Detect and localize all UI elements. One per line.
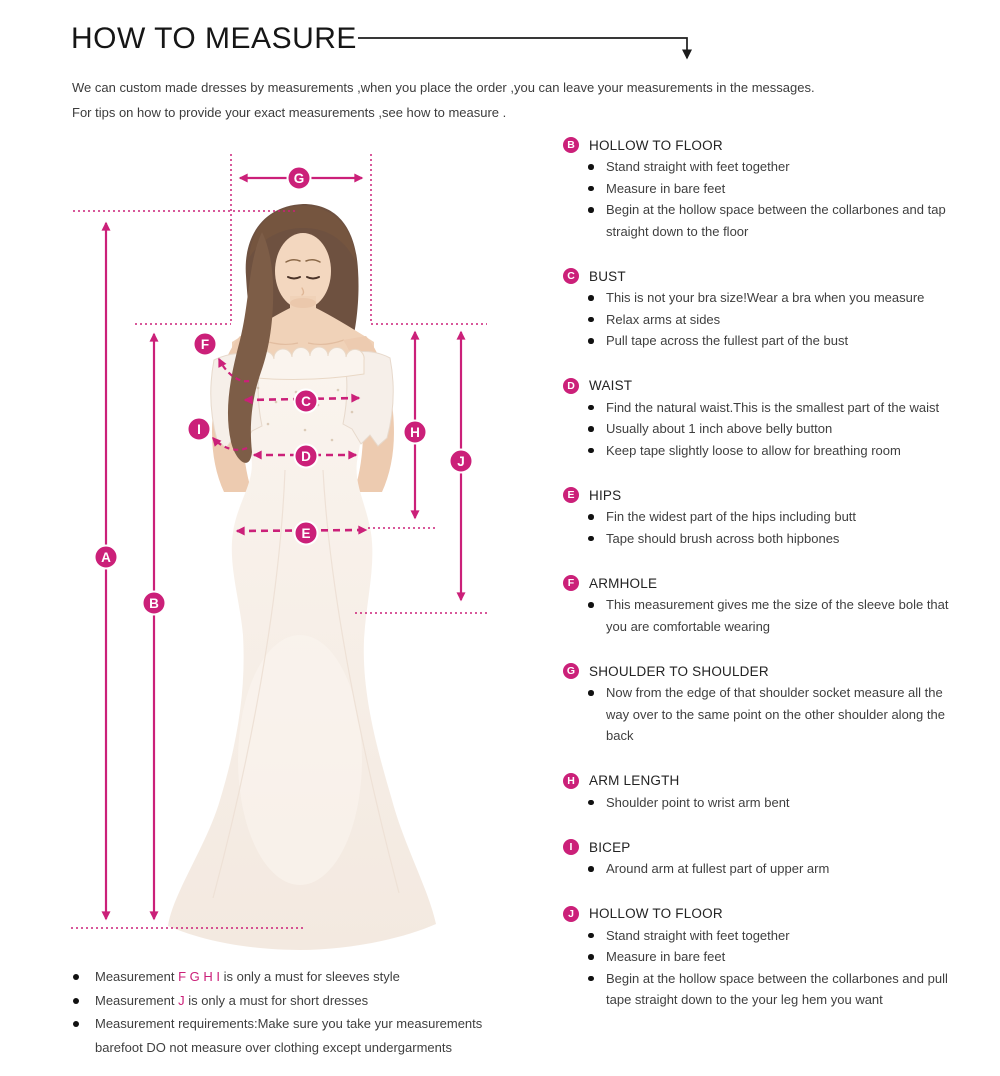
intro-line-1: We can custom made dresses by measurements ,when you place the order ,you can leave your measurements in the messages. bbox=[72, 80, 815, 95]
diagram-badge-letter: I bbox=[197, 421, 201, 437]
section-bullets bbox=[563, 506, 967, 549]
page-title: HOW TO MEASURE bbox=[71, 22, 357, 55]
bullet-item: Find the natural waist.This is the smallest part of the waist bbox=[586, 397, 958, 419]
diagram-badge-letter: C bbox=[301, 393, 311, 409]
bullet-item: Fin the widest part of the hips including butt bbox=[586, 506, 958, 528]
measurement-section bbox=[563, 836, 967, 880]
section-heading: BICEP bbox=[589, 839, 631, 855]
bullet-item: Tape should brush across both hipbones bbox=[586, 528, 958, 550]
section-header bbox=[563, 660, 967, 682]
bullet-item: Stand straight with feet together bbox=[586, 925, 958, 947]
note-item bbox=[72, 1012, 487, 1059]
section-bullets bbox=[563, 287, 967, 352]
note-item bbox=[72, 965, 487, 989]
note-text: is only a must for sleeves style bbox=[219, 969, 400, 984]
section-heading: HIPS bbox=[589, 487, 622, 503]
diagram-badge-letter: G bbox=[293, 170, 305, 186]
bullet-item: Around arm at fullest part of upper arm bbox=[586, 858, 958, 880]
section-header bbox=[563, 836, 967, 858]
letter-badge: E bbox=[563, 487, 579, 503]
section-header bbox=[563, 265, 967, 287]
bullet-item: This measurement gives me the size of the sleeve bole that you are comfortable wearing bbox=[586, 594, 958, 637]
section-heading: BUST bbox=[589, 268, 626, 284]
bullet-item: Relax arms at sides bbox=[586, 309, 958, 331]
diagram-badge-letter: F bbox=[200, 336, 210, 352]
section-bullets bbox=[563, 682, 967, 747]
measurement-section bbox=[563, 660, 967, 747]
letter-badge: F bbox=[563, 575, 579, 591]
section-header bbox=[563, 770, 967, 792]
note-text: Measurement bbox=[95, 992, 179, 1008]
letter-badge: C bbox=[563, 268, 579, 284]
measurement-section bbox=[563, 265, 967, 352]
bullet-item: Begin at the hollow space between the collarbones and pull tape straight down to the your leg hem you want bbox=[586, 968, 958, 1011]
section-heading: HOLLOW TO FLOOR bbox=[589, 137, 723, 153]
section-header bbox=[563, 375, 967, 397]
title-pointer-arrow bbox=[358, 38, 687, 58]
measurement-section bbox=[563, 770, 967, 814]
diagram-badge-letter: H bbox=[410, 424, 420, 440]
note-text: is only a must for short dresses bbox=[184, 992, 369, 1008]
note-item bbox=[72, 989, 487, 1013]
letter-badge: H bbox=[563, 773, 579, 789]
measurement-section bbox=[563, 572, 967, 637]
section-bullets bbox=[563, 792, 967, 814]
note-text: Measurement bbox=[95, 969, 179, 984]
letter-badge: G bbox=[563, 663, 579, 679]
bullet-item: Begin at the hollow space between the collarbones and tap straight down to the floor bbox=[586, 199, 958, 242]
bullet-item: Usually about 1 inch above belly button bbox=[586, 418, 958, 440]
letter-badge: B bbox=[563, 137, 579, 153]
intro-line-2: For tips on how to provide your exact measurements ,see how to measure . bbox=[72, 104, 507, 120]
measurement-sections bbox=[563, 134, 967, 1034]
diagram-badge-letter: J bbox=[457, 453, 465, 469]
bullet-item: Pull tape across the fullest part of the bust bbox=[586, 330, 958, 352]
section-bullets bbox=[563, 397, 967, 462]
section-header bbox=[563, 572, 967, 594]
bullet-item: Stand straight with feet together bbox=[586, 156, 958, 178]
bullet-item: Keep tape slightly loose to allow for breathing room bbox=[586, 440, 958, 462]
section-heading: HOLLOW TO FLOOR bbox=[589, 906, 723, 921]
model-figure bbox=[168, 204, 436, 950]
section-bullets bbox=[563, 925, 967, 1011]
letter-badge: I bbox=[563, 839, 579, 855]
letter-badge: J bbox=[563, 906, 579, 922]
measurement-section bbox=[563, 134, 967, 242]
measurement-section bbox=[563, 375, 967, 462]
measurement-section bbox=[563, 903, 967, 1011]
section-header bbox=[563, 903, 967, 925]
note-text: Measurement requirements:Make sure you take yur measurements barefoot DO not measure over clothing except undergarments bbox=[95, 1016, 483, 1055]
diagram-badge-letter: B bbox=[149, 595, 159, 611]
bullet-item: Measure in bare feet bbox=[586, 178, 958, 200]
section-header bbox=[563, 484, 967, 506]
section-heading: SHOULDER TO SHOULDER bbox=[589, 663, 769, 679]
section-heading: ARM LENGTH bbox=[589, 773, 680, 788]
section-bullets bbox=[563, 858, 967, 880]
diagram-badge-letter: A bbox=[101, 549, 111, 565]
bullet-item: This is not your bra size!Wear a bra when you measure bbox=[586, 287, 958, 309]
diagram-badge-letter: D bbox=[301, 448, 311, 464]
measurement-section bbox=[563, 484, 967, 549]
section-bullets bbox=[563, 594, 967, 637]
section-heading: ARMHOLE bbox=[589, 575, 658, 591]
diagram-badge-letter: E bbox=[301, 525, 311, 541]
measurement-notes bbox=[72, 965, 492, 1059]
bullet-item: Measure in bare feet bbox=[586, 946, 958, 968]
bullet-item: Shoulder point to wrist arm bent bbox=[586, 792, 958, 814]
note-accent-letters: F G H I bbox=[178, 969, 220, 984]
section-heading: WAIST bbox=[589, 378, 633, 393]
bullet-item: Now from the edge of that shoulder socket measure all the way over to the same point on the other shoulder along the back bbox=[586, 682, 958, 747]
section-header bbox=[563, 134, 967, 156]
note-accent-letters: J bbox=[178, 992, 185, 1008]
section-bullets bbox=[563, 156, 967, 242]
letter-badge: D bbox=[563, 378, 579, 394]
